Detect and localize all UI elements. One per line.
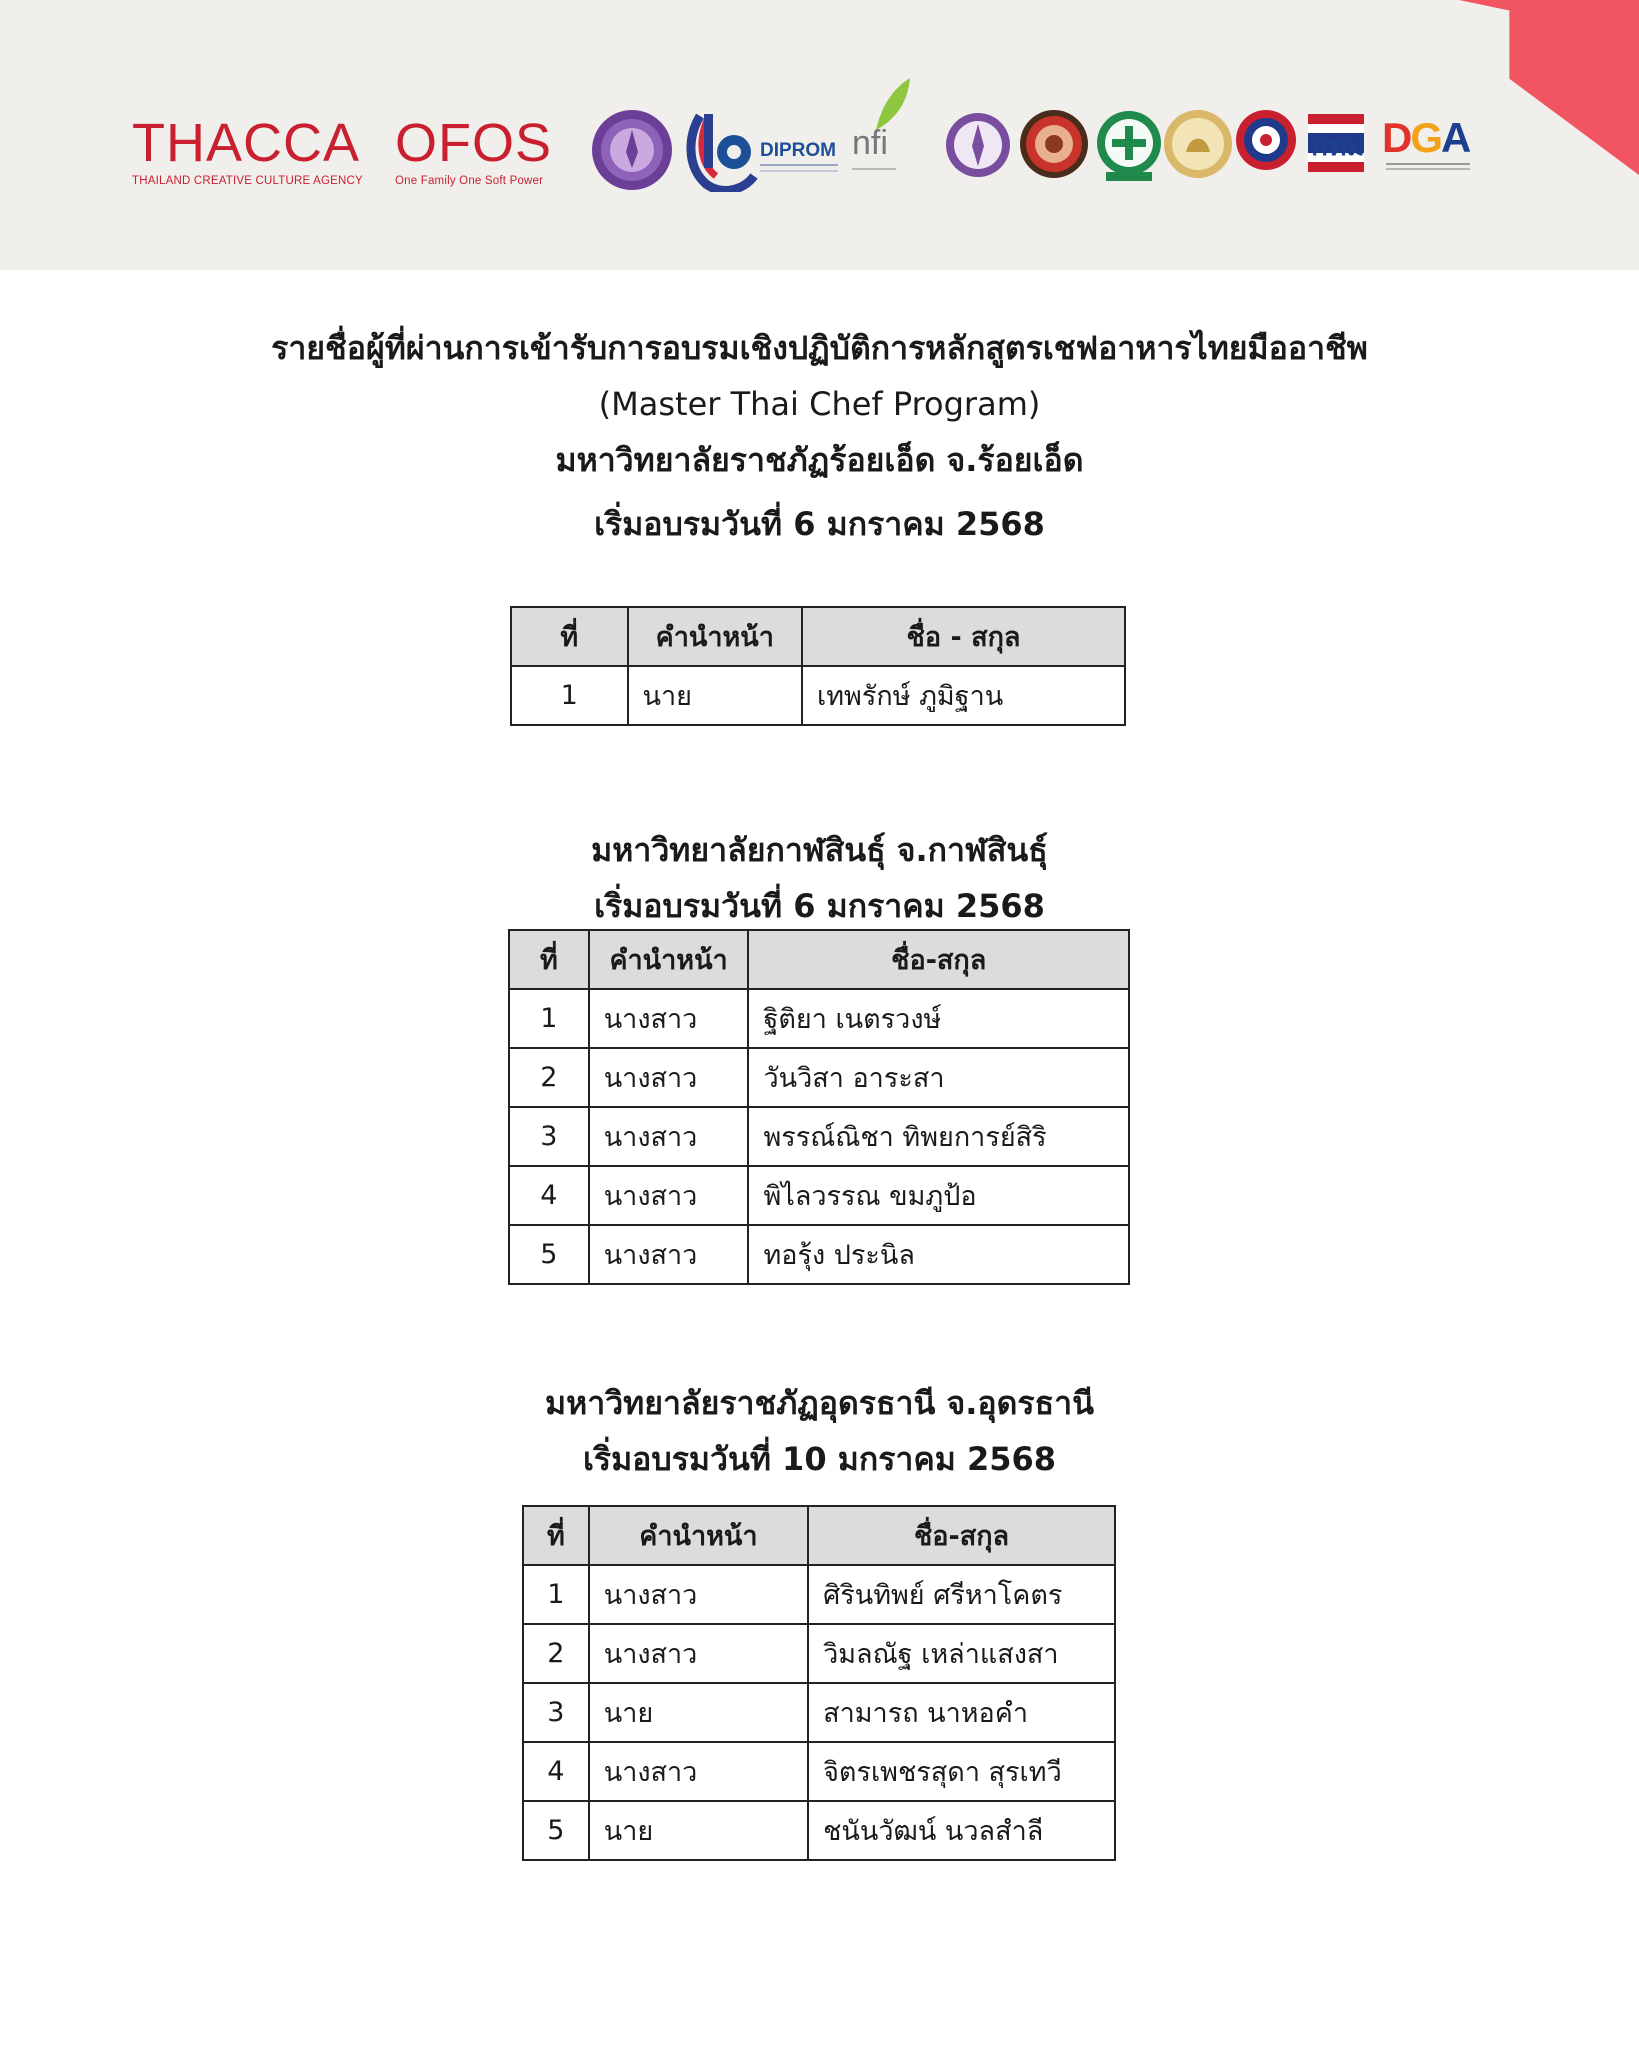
- row-prefix: นางสาว: [589, 1624, 808, 1683]
- brown-seal-icon: [1018, 108, 1090, 180]
- col-prefix-header: คำนำหน้า: [628, 607, 803, 666]
- table-row: [523, 1742, 1115, 1801]
- row-prefix: นาย: [628, 666, 803, 725]
- row-prefix: นางสาว: [589, 1742, 808, 1801]
- table-header-row: [509, 930, 1129, 989]
- row-name: วันวิสา อาระสา: [748, 1048, 1129, 1107]
- row-no: 2: [523, 1624, 589, 1683]
- row-name: พรรณ์ณิชา ทิพยการย์สิริ: [748, 1107, 1129, 1166]
- table-row: [523, 1624, 1115, 1683]
- diprom-underline: [760, 164, 838, 166]
- diprom-logo: DIPROM: [760, 140, 836, 161]
- row-prefix: นางสาว: [589, 1166, 749, 1225]
- section-3-heading: [0, 1375, 1639, 1487]
- thacca-wordmark: THACCA: [132, 113, 361, 173]
- dga-logo: DGA: [1382, 114, 1470, 161]
- table-row: [523, 1683, 1115, 1742]
- section-3-table: [522, 1505, 1116, 1861]
- row-name: ชนันวัฒน์ นวลสำลี: [808, 1801, 1115, 1860]
- table-row: [509, 1166, 1129, 1225]
- ofos-tagline: One Family One Soft Power: [395, 175, 544, 187]
- row-no: 1: [509, 989, 589, 1048]
- document-title: [0, 320, 1639, 552]
- row-name: สามารถ นาหอคำ: [808, 1683, 1115, 1742]
- health-seal-icon: [1094, 108, 1164, 184]
- row-prefix: นาย: [589, 1683, 808, 1742]
- row-no: 4: [509, 1166, 589, 1225]
- col-no-header: ที่: [511, 607, 628, 666]
- col-name-header: ชื่อ - สกุล: [802, 607, 1125, 666]
- col-no-header: ที่: [509, 930, 589, 989]
- row-name: เทพรักษ์ ภูมิฐาน: [802, 666, 1125, 725]
- row-no: 2: [509, 1048, 589, 1107]
- col-no-header: ที่: [523, 1506, 589, 1565]
- thacca-tagline: THAILAND CREATIVE CULTURE AGENCY: [132, 175, 363, 187]
- section-1-venue: มหาวิทยาลัยราชภัฏร้อยเอ็ด จ.ร้อยเอ็ด: [555, 441, 1084, 479]
- nfi-logo: nfi: [852, 124, 888, 162]
- row-name: วิมลณัฐ เหล่าแสงสา: [808, 1624, 1115, 1683]
- table-row: [509, 1225, 1129, 1284]
- section-2-heading: [0, 822, 1639, 934]
- col-name-header: ชื่อ-สกุล: [808, 1506, 1115, 1565]
- col-prefix-header: คำนำหน้า: [589, 930, 749, 989]
- row-prefix: นางสาว: [589, 989, 749, 1048]
- row-no: 1: [511, 666, 628, 725]
- row-name: ทอรุ้ง ประนิล: [748, 1225, 1129, 1284]
- row-no: 1: [523, 1565, 589, 1624]
- gold-seal-icon: [1162, 108, 1234, 180]
- section-3-venue: มหาวิทยาลัยราชภัฏอุดรธานี จ.อุดรธานี: [545, 1384, 1094, 1422]
- row-name: จิตรเพชรสุดา สุรเทวี: [808, 1742, 1115, 1801]
- table-row: [523, 1801, 1115, 1860]
- section-2-date: เริ่มอบรมวันที่ 6 มกราคม 2568: [594, 887, 1045, 925]
- row-name: พิไลวรรณ ขมภูป้อ: [748, 1166, 1129, 1225]
- ofos-wordmark: OFOS: [395, 113, 553, 173]
- section-1-date: เริ่มอบรมวันที่ 6 มกราคม 2568: [594, 505, 1045, 543]
- row-name: ฐิติยา เนตรวงษ์: [748, 989, 1129, 1048]
- section-2-table: [508, 929, 1130, 1285]
- col-prefix-header: คำนำหน้า: [589, 1506, 808, 1565]
- table-header-row: [511, 607, 1125, 666]
- row-prefix: นาย: [589, 1801, 808, 1860]
- thacca-logo: [132, 113, 363, 188]
- row-prefix: นางสาว: [589, 1225, 749, 1284]
- bma-logo: กทม: [1311, 129, 1365, 162]
- row-name: ศิรินทิพย์ ศรีหาโคตร: [808, 1565, 1115, 1624]
- row-prefix: นางสาว: [589, 1048, 749, 1107]
- section-2-venue: มหาวิทยาลัยกาฬสินธุ์ จ.กาฬสินธุ์: [591, 831, 1048, 869]
- ofos-logo: [395, 113, 553, 188]
- corner-accent: [1459, 0, 1639, 175]
- row-no: 5: [523, 1801, 589, 1860]
- ministry-seal-icon: [590, 108, 674, 192]
- row-prefix: นางสาว: [589, 1107, 749, 1166]
- ribbon-logo-icon: [678, 106, 758, 192]
- purple-seal-icon: [944, 110, 1012, 180]
- dga-tagline: [1386, 163, 1476, 170]
- table-row: [509, 1048, 1129, 1107]
- title-line-thai: รายชื่อผู้ที่ผ่านการเข้ารับการอบรมเชิงปฏิบัติการหลักสูตรเชฟอาหารไทยมืออาชีพ: [271, 329, 1368, 367]
- row-no: 3: [523, 1683, 589, 1742]
- table-header-row: [523, 1506, 1115, 1565]
- col-name-header: ชื่อ-สกุล: [748, 930, 1129, 989]
- table-row: [523, 1565, 1115, 1624]
- nfi-tagline-line: [852, 168, 896, 170]
- row-no: 4: [523, 1742, 589, 1801]
- row-no: 5: [509, 1225, 589, 1284]
- title-line-english: (Master Thai Chef Program): [598, 385, 1041, 423]
- logo-header: [0, 0, 1639, 270]
- section-1-table: [510, 606, 1126, 726]
- table-row: [509, 1107, 1129, 1166]
- table-row: [511, 666, 1125, 725]
- diprom-underline-2: [760, 170, 838, 172]
- tpqi-seal-icon: [1234, 106, 1298, 178]
- row-no: 3: [509, 1107, 589, 1166]
- table-row: [509, 989, 1129, 1048]
- row-prefix: นางสาว: [589, 1565, 808, 1624]
- section-3-date: เริ่มอบรมวันที่ 10 มกราคม 2568: [582, 1440, 1057, 1478]
